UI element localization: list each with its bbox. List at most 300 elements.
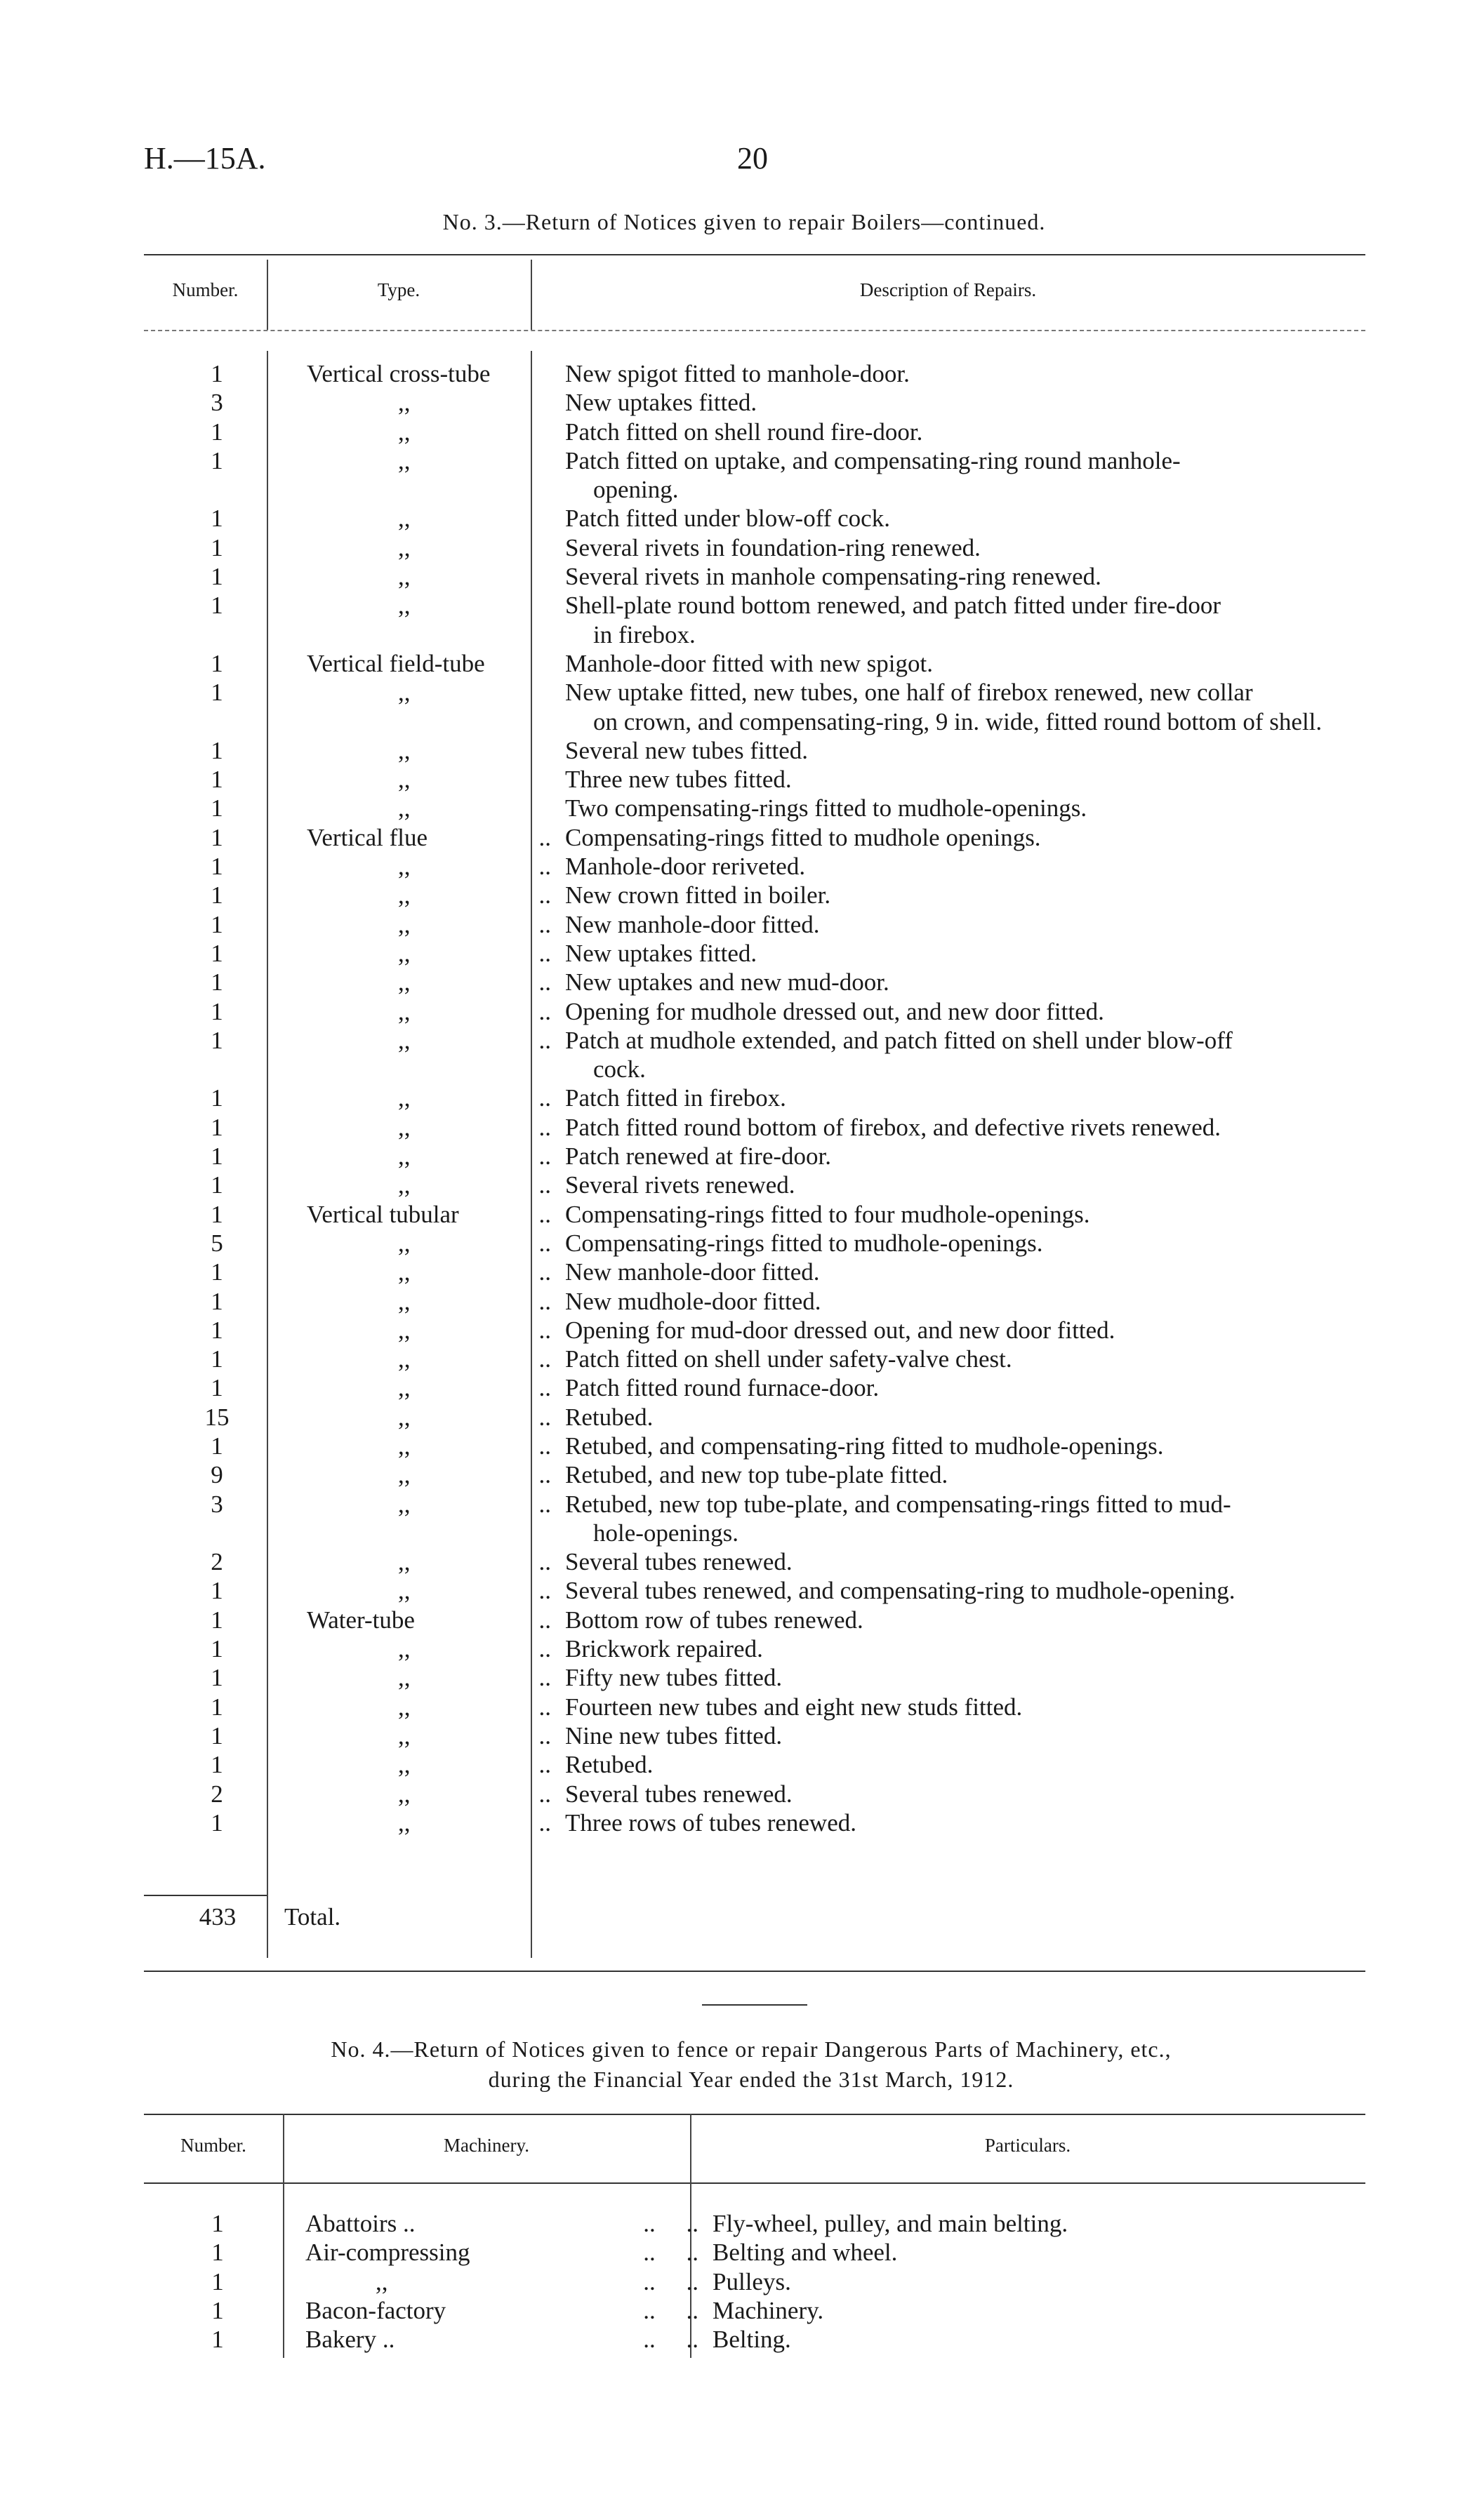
- row-type: ,,: [398, 1113, 411, 1141]
- row-type: ,,: [398, 1374, 411, 1402]
- row-type: Water-tube: [307, 1606, 415, 1634]
- spacer: [551, 591, 565, 649]
- row-number: 1: [211, 418, 223, 446]
- spacer: [551, 1663, 565, 1692]
- table-row: [144, 446, 1365, 505]
- spacer: [551, 794, 565, 822]
- description-text: Fifty new tubes fitted.: [565, 1664, 783, 1692]
- row-dots: ..: [538, 1200, 551, 1228]
- spacer: [551, 1547, 565, 1576]
- row-type: ,,: [398, 766, 411, 794]
- row-dots: ..: [538, 881, 551, 909]
- row-dots: ..: [538, 1780, 551, 1808]
- spacer: [290, 1200, 307, 1229]
- row-type: ,,: [398, 1026, 411, 1054]
- spacer: [551, 736, 565, 765]
- description-text: Three rows of tubes renewed.: [565, 1808, 856, 1836]
- spacer: [290, 649, 307, 678]
- table-row: [144, 1547, 1365, 1576]
- spacer: [551, 1258, 565, 1286]
- description-text: Three new tubes fitted.: [565, 766, 792, 794]
- spacer: [551, 1808, 565, 1837]
- spacer: [291, 2267, 305, 2296]
- table4-title-line2: during the Financial Year ended the 31st March, 1912.: [488, 2067, 1014, 2092]
- row-description: [565, 1808, 1365, 1837]
- spacer: [290, 1460, 307, 1489]
- spacer: [698, 2209, 713, 2238]
- row-dots: ..: [538, 1664, 551, 1692]
- row-description: [565, 1490, 1365, 1548]
- spacer: [698, 2238, 713, 2267]
- row-description: [565, 1229, 1365, 1258]
- row-dots: .. ..: [643, 2239, 698, 2267]
- row-description: [565, 852, 1365, 881]
- spacer: [551, 910, 565, 939]
- row-particulars: Fly-wheel, pulley, and main belting.: [713, 2210, 1068, 2237]
- table-row: [144, 2325, 1365, 2354]
- row-description: [565, 446, 1365, 505]
- row-type: ,,: [398, 679, 411, 707]
- row-number: 1: [211, 939, 223, 967]
- row-number: 1: [211, 1577, 223, 1605]
- row-dots: ..: [538, 1142, 551, 1171]
- row-dots: ..: [538, 939, 551, 967]
- spacer: [290, 1634, 307, 1663]
- table-row: [144, 1316, 1365, 1345]
- description-text: Patch fitted round furnace-door.: [565, 1374, 880, 1402]
- spacer: [290, 1229, 307, 1258]
- row-description: [565, 533, 1365, 562]
- spacer: [290, 678, 307, 736]
- row-dots: ..: [538, 1171, 551, 1199]
- description-text: Nine new tubes fitted.: [565, 1721, 783, 1749]
- row-dots: [517, 591, 551, 649]
- description-text: New uptakes and new mud-door.: [565, 968, 889, 996]
- row-number: 1: [211, 2326, 224, 2354]
- row-description: [565, 1200, 1365, 1229]
- row-dots: .. ..: [643, 2296, 698, 2324]
- row-number: 1: [211, 1113, 223, 1141]
- spacer: [551, 359, 565, 388]
- row-machinery: Bacon-factory: [305, 2296, 446, 2324]
- row-number: 1: [211, 823, 223, 851]
- spacer: [290, 1808, 307, 1837]
- row-dots: ..: [538, 1635, 551, 1663]
- row-number: 1: [211, 1316, 223, 1344]
- table3-total-rule: [144, 1895, 267, 1896]
- spacer: [551, 533, 565, 562]
- row-dots: ..: [538, 1316, 551, 1344]
- table-row: [144, 678, 1365, 736]
- table-row: [144, 1663, 1365, 1692]
- row-type: ,,: [398, 1490, 411, 1518]
- spacer: [290, 359, 307, 388]
- spacer: [551, 765, 565, 794]
- spacer: [290, 1345, 307, 1373]
- table4-header-rule: [144, 2182, 1365, 2184]
- description-text: Several tubes renewed.: [565, 1548, 793, 1576]
- table4-body: [144, 2209, 1365, 2354]
- spacer: [551, 1171, 565, 1199]
- table3-bottom-rule: [144, 1971, 1365, 1972]
- table-row: [144, 765, 1365, 794]
- row-type: ,,: [398, 418, 411, 446]
- spacer: [698, 2325, 713, 2354]
- description-text: Several rivets renewed.: [565, 1171, 795, 1199]
- row-number: 1: [211, 1432, 223, 1460]
- row-description: [565, 1171, 1365, 1199]
- description-text: Retubed.: [565, 1751, 654, 1779]
- row-dots: [517, 562, 551, 591]
- row-description: [565, 823, 1365, 852]
- description-text: Patch fitted on shell round fire-door.: [565, 418, 923, 446]
- row-dots: ..: [538, 1374, 551, 1402]
- table-row: [144, 2209, 1365, 2238]
- spacer: [551, 823, 565, 852]
- row-type: ,,: [398, 1171, 411, 1199]
- row-dots: ..: [538, 910, 551, 938]
- row-type: ,,: [398, 1808, 411, 1836]
- row-number: 1: [211, 997, 223, 1025]
- table-row: [144, 418, 1365, 446]
- row-description: [565, 388, 1365, 417]
- description-text: Opening for mud-door dressed out, and new door fitted.: [565, 1316, 1115, 1344]
- row-type: ,,: [398, 1751, 411, 1779]
- spacer: [290, 1316, 307, 1345]
- description-text: New crown fitted in boiler.: [565, 881, 831, 909]
- description-text: New manhole-door fitted.: [565, 1258, 820, 1286]
- table4-top-rule: [144, 2114, 1365, 2115]
- spacer: [698, 2267, 713, 2296]
- row-dots: ..: [538, 1751, 551, 1779]
- row-number: 1: [211, 505, 223, 533]
- spacer: [551, 678, 565, 736]
- table3-header-rule: [144, 330, 1365, 331]
- row-description: [565, 1084, 1365, 1112]
- spacer: [551, 1026, 565, 1084]
- spacer: [290, 1258, 307, 1286]
- row-type: ,,: [398, 1403, 411, 1431]
- spacer: [290, 1750, 307, 1779]
- row-number: 1: [211, 766, 223, 794]
- row-type: ,,: [398, 1577, 411, 1605]
- row-number: 2: [211, 1548, 223, 1576]
- row-type: ,,: [398, 533, 411, 561]
- row-type: ,,: [398, 1664, 411, 1692]
- row-dots: [517, 359, 551, 388]
- spacer: [290, 968, 307, 996]
- table-row: [144, 794, 1365, 822]
- description-text: Manhole-door reriveted.: [565, 853, 806, 881]
- row-number: 1: [211, 968, 223, 996]
- spacer: [290, 852, 307, 881]
- row-dots: [517, 388, 551, 417]
- row-type: ,,: [398, 1721, 411, 1749]
- description-text: Bottom row of tubes renewed.: [565, 1606, 863, 1634]
- description-text: Compensating-rings fitted to four mudhole-openings.: [565, 1200, 1090, 1228]
- row-description: [565, 418, 1365, 446]
- description-text: Two compensating-rings fitted to mudhole-openings.: [565, 794, 1087, 822]
- table-row: [144, 562, 1365, 591]
- row-description: [565, 968, 1365, 996]
- description-text: Patch renewed at fire-door.: [565, 1142, 832, 1171]
- spacer: [290, 1576, 307, 1605]
- spacer: [290, 418, 307, 446]
- description-text: Patch fitted under blow-off cock.: [565, 505, 890, 533]
- description-text: Retubed, and new top tube-plate fitted.: [565, 1461, 948, 1489]
- row-description: [565, 794, 1365, 822]
- spacer: [290, 1171, 307, 1199]
- table-row: [144, 649, 1365, 678]
- spacer: [551, 1490, 565, 1548]
- spacer: [551, 1634, 565, 1663]
- spacer: [291, 2209, 305, 2238]
- spacer: [551, 997, 565, 1026]
- row-number: 15: [204, 1403, 230, 1431]
- spacer: [698, 2296, 713, 2325]
- spacer: [551, 968, 565, 996]
- spacer: [290, 939, 307, 968]
- row-dots: .. ..: [643, 2210, 698, 2237]
- table-row: [144, 1750, 1365, 1779]
- description-text: Retubed.: [565, 1403, 654, 1431]
- row-number: 1: [211, 1142, 223, 1171]
- row-dots: ..: [538, 997, 551, 1025]
- row-number: 1: [211, 853, 223, 881]
- table-row: [144, 1606, 1365, 1634]
- spacer: [290, 910, 307, 939]
- table4-col-particulars: Particulars.: [984, 2135, 1071, 2156]
- spacer: [290, 1547, 307, 1576]
- table-row: [144, 1113, 1365, 1142]
- row-type: ,,: [398, 1345, 411, 1373]
- row-description: [565, 562, 1365, 591]
- row-type: ,,: [398, 389, 411, 417]
- row-type: ,,: [398, 1635, 411, 1663]
- row-particulars: Pulleys.: [713, 2267, 791, 2295]
- description-text: Patch at mudhole extended, and patch fitted on shell under blow-off: [565, 1026, 1233, 1054]
- row-type: ,,: [398, 592, 411, 620]
- row-number: 1: [211, 1635, 223, 1663]
- table-row: [144, 1200, 1365, 1229]
- row-description: [565, 1316, 1365, 1345]
- row-dots: ..: [538, 1084, 551, 1112]
- row-type: ,,: [398, 794, 411, 822]
- row-dots: [517, 649, 551, 678]
- spacer: [290, 388, 307, 417]
- row-number: 5: [211, 1229, 223, 1257]
- row-type: ,,: [398, 853, 411, 881]
- spacer: [290, 1490, 307, 1548]
- description-text: Retubed, and compensating-ring fitted to mudhole-openings.: [565, 1432, 1164, 1460]
- row-dots: [517, 446, 551, 505]
- row-particulars: Belting and wheel.: [713, 2239, 898, 2267]
- table-row: [144, 1229, 1365, 1258]
- spacer: [551, 1084, 565, 1112]
- table-row: [144, 1490, 1365, 1548]
- row-dots: ..: [538, 1721, 551, 1749]
- spacer: [551, 1142, 565, 1171]
- row-number: 1: [211, 2296, 224, 2324]
- row-number: 1: [211, 881, 223, 909]
- table-row: [144, 1403, 1365, 1432]
- table-row: [144, 939, 1365, 968]
- description-text: Retubed, new top tube-plate, and compensating-rings fitted to mud-: [565, 1490, 1231, 1518]
- table3-body: [144, 359, 1365, 1837]
- table-row: [144, 1780, 1365, 1808]
- row-description: [565, 1460, 1365, 1489]
- row-number: 3: [211, 389, 223, 417]
- table-row: [144, 881, 1365, 909]
- spacer: [551, 1403, 565, 1432]
- row-description: [565, 1634, 1365, 1663]
- row-dots: [517, 678, 551, 736]
- row-description: [565, 997, 1365, 1026]
- spacer: [290, 881, 307, 909]
- spacer: [290, 533, 307, 562]
- row-type: Vertical field-tube: [307, 649, 485, 677]
- spacer: [551, 1460, 565, 1489]
- spacer: [290, 794, 307, 822]
- table-row: [144, 2238, 1365, 2267]
- row-number: 1: [211, 2239, 224, 2267]
- row-dots: [517, 765, 551, 794]
- spacer: [290, 823, 307, 852]
- row-number: 1: [211, 1287, 223, 1315]
- spacer: [551, 1721, 565, 1750]
- table3-total-label: Total.: [284, 1903, 341, 1931]
- row-number: 1: [211, 679, 223, 707]
- table-row: [144, 997, 1365, 1026]
- spacer: [290, 1432, 307, 1460]
- row-particulars: Machinery.: [713, 2296, 824, 2324]
- row-number: 1: [211, 446, 223, 474]
- row-type: ,,: [398, 997, 411, 1025]
- row-number: 1: [211, 910, 223, 938]
- row-description: [565, 1113, 1365, 1142]
- row-type: ,,: [398, 505, 411, 533]
- row-type: ,,: [398, 1461, 411, 1489]
- row-description: [565, 1576, 1365, 1605]
- row-dots: ..: [538, 1606, 551, 1634]
- description-text: New mudhole-door fitted.: [565, 1287, 821, 1315]
- row-dots: ..: [538, 1403, 551, 1431]
- row-dots: ..: [538, 1461, 551, 1489]
- row-machinery: Bakery ..: [305, 2326, 395, 2354]
- spacer: [290, 1403, 307, 1432]
- row-type: ,,: [398, 1780, 411, 1808]
- table4-col-number: Number.: [180, 2135, 246, 2156]
- row-number: 3: [211, 1490, 223, 1518]
- description-text: Fourteen new tubes and eight new studs fitted.: [565, 1693, 1023, 1721]
- table-row: [144, 1576, 1365, 1605]
- row-description: [565, 1345, 1365, 1373]
- row-description: [565, 1026, 1365, 1084]
- spacer: [290, 1373, 307, 1402]
- table3-col-type: Type.: [377, 279, 420, 300]
- spacer: [551, 649, 565, 678]
- row-type: ,,: [398, 968, 411, 996]
- table4-title-line1: No. 4.—Return of Notices given to fence or repair Dangerous Parts of Machinery, etc.,: [331, 2036, 1172, 2062]
- spacer: [551, 1373, 565, 1402]
- row-type: Vertical flue: [307, 823, 428, 851]
- table-row: [144, 1084, 1365, 1112]
- row-number: 1: [211, 1664, 223, 1692]
- description-text: Several rivets in manhole compensating-ring renewed.: [565, 563, 1101, 591]
- row-dots: ..: [538, 1432, 551, 1460]
- row-dots: ..: [538, 968, 551, 996]
- description-text: New uptakes fitted.: [565, 389, 757, 417]
- spacer: [551, 562, 565, 591]
- row-dots: ..: [538, 1577, 551, 1605]
- spacer: [290, 1606, 307, 1634]
- row-dots: ..: [538, 1345, 551, 1373]
- row-description: [565, 1258, 1365, 1286]
- description-text: Opening for mudhole dressed out, and new door fitted.: [565, 997, 1104, 1025]
- table-row: [144, 1693, 1365, 1721]
- row-dots: ..: [538, 823, 551, 851]
- description-text: New spigot fitted to manhole-door.: [565, 360, 910, 387]
- row-dots: [517, 504, 551, 533]
- spacer: [551, 1287, 565, 1316]
- table-row: [144, 1634, 1365, 1663]
- description-text: Shell-plate round bottom renewed, and patch fitted under fire-door: [565, 592, 1221, 620]
- table-row: [144, 591, 1365, 649]
- document-code: H.—15A.: [144, 141, 266, 175]
- description-text: Several rivets in foundation-ring renewed.: [565, 533, 981, 561]
- row-number: 2: [211, 1780, 223, 1808]
- spacer: [551, 504, 565, 533]
- table-row: [144, 1258, 1365, 1286]
- row-description: [565, 910, 1365, 939]
- row-number: 1: [211, 1345, 223, 1373]
- spacer: [290, 997, 307, 1026]
- table-row: [144, 1808, 1365, 1837]
- row-number: 1: [211, 360, 223, 387]
- spacer: [290, 1693, 307, 1721]
- spacer: [551, 881, 565, 909]
- spacer: [551, 1606, 565, 1634]
- row-type: ,,: [398, 910, 411, 938]
- row-type: ,,: [398, 1693, 411, 1721]
- row-dots: [517, 794, 551, 822]
- spacer: [290, 1287, 307, 1316]
- row-description: [565, 1432, 1365, 1460]
- spacer: [290, 446, 307, 505]
- spacer: [551, 939, 565, 968]
- row-number: 1: [211, 1084, 223, 1112]
- row-dots: ..: [538, 1287, 551, 1315]
- row-dots: ..: [538, 853, 551, 881]
- table3-total-number: 433: [199, 1903, 237, 1931]
- table3-col-number: Number.: [172, 279, 239, 300]
- table-row: [144, 359, 1365, 388]
- row-type: ,,: [398, 1287, 411, 1315]
- row-description: [565, 359, 1365, 388]
- description-text: Compensating-rings fitted to mudhole openings.: [565, 823, 1041, 851]
- spacer: [291, 2296, 305, 2325]
- row-description: [565, 504, 1365, 533]
- row-type: ,,: [398, 1142, 411, 1171]
- row-dots: ..: [538, 1548, 551, 1576]
- row-description: [565, 1721, 1365, 1750]
- row-description: [565, 1287, 1365, 1316]
- row-number: 1: [211, 2267, 224, 2295]
- row-number: 1: [211, 1258, 223, 1286]
- description-text: Brickwork repaired.: [565, 1635, 763, 1663]
- row-type: ,,: [398, 881, 411, 909]
- spacer: [290, 1113, 307, 1142]
